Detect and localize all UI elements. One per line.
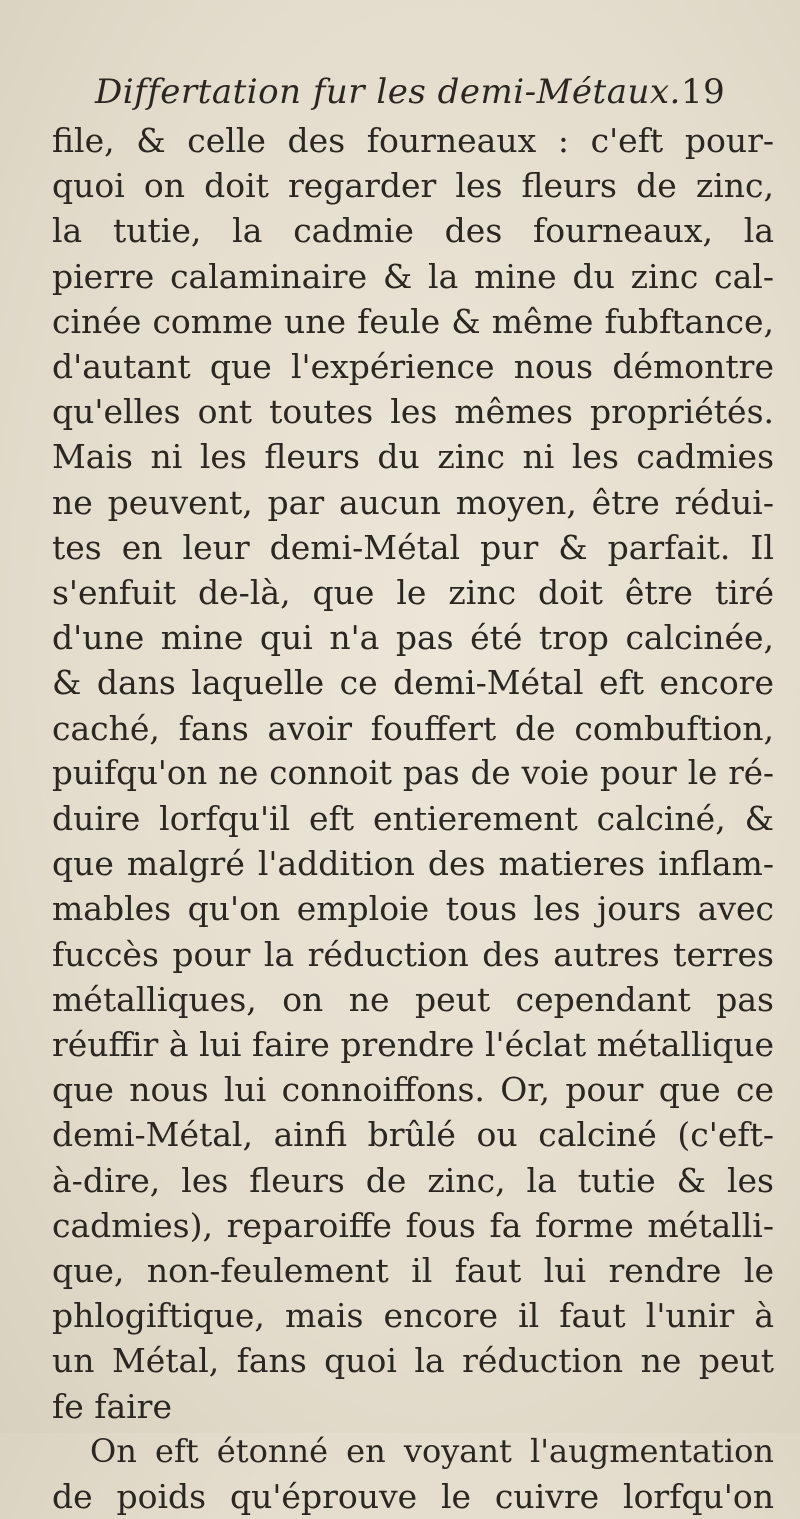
text-line: que, non-feulement il faut lui rendre le	[52, 1251, 774, 1291]
text-line: un Métal, fans quoi la réduction ne peut	[52, 1341, 774, 1381]
text-line: file, & celle des fourneaux : c'eft pour-	[52, 121, 774, 160]
text-line: cinée comme une feule & même fubftance,	[52, 301, 774, 341]
body-text	[52, 118, 774, 1519]
text-line: & dans laquelle ce demi-Métal eft encore	[52, 663, 774, 703]
text-line: duire lorfqu'il eft entierement calciné, &	[52, 799, 774, 839]
text-line: s'enfuit de-là, que le zinc doit être tiré	[52, 573, 774, 613]
text-line: que malgré l'addition des matieres inflam-	[52, 844, 774, 884]
text-line: mables qu'on emploie tous les jours avec	[52, 889, 774, 929]
text-line: réuffir à lui faire prendre l'éclat métallique	[52, 1025, 774, 1065]
text-line: caché, fans avoir fouffert de combuftion,	[52, 708, 774, 748]
text-line: de poids qu'éprouve le cuivre lorfqu'on	[52, 1477, 774, 1517]
text-line: la tutie, la cadmie des fourneaux, la	[52, 211, 774, 251]
text-line: demi-Métal, ainfi brûlé ou calciné (c'eft-	[52, 1115, 774, 1155]
text-line: qu'elles ont toutes les mêmes propriétés.	[52, 392, 774, 432]
text-line: que nous lui connoiffons. Or, pour que ce	[52, 1070, 774, 1110]
text-line: métalliques, on ne peut cependant pas	[52, 979, 774, 1019]
text-line: ne peuvent, par aucun moyen, être rédui-	[52, 482, 774, 522]
text-line: quoi on doit regarder les fleurs de zinc,	[52, 166, 774, 206]
running-title: Differtation fur les demi-Métaux.	[95, 72, 681, 112]
text-line: puifqu'on ne connoit pas de voie pour le ré-	[52, 753, 774, 792]
text-line: phlogiftique, mais encore il faut l'unir à	[52, 1296, 774, 1336]
text-line: pierre calaminaire & la mine du zinc cal-	[52, 256, 774, 296]
text-line: Mais ni les fleurs du zinc ni les cadmies	[52, 437, 774, 477]
text-line: d'une mine qui n'a pas été trop calcinée,	[52, 618, 774, 658]
page-number: 19	[681, 72, 726, 112]
text-line: fe faire	[52, 1386, 172, 1426]
page-header	[95, 72, 775, 112]
text-line: cadmies), reparoiffe fous fa forme métalli-	[52, 1205, 774, 1245]
paragraph-start-line: On eft étonné en voyant l'augmentation	[90, 1431, 774, 1470]
text-line: d'autant que l'expérience nous démontre	[52, 347, 774, 387]
text-line: tes en leur demi-Métal pur & parfait. Il	[52, 527, 774, 567]
text-line: à-dire, les fleurs de zinc, la tutie & les	[52, 1160, 774, 1200]
text-line: fuccès pour la réduction des autres terres	[52, 934, 774, 974]
